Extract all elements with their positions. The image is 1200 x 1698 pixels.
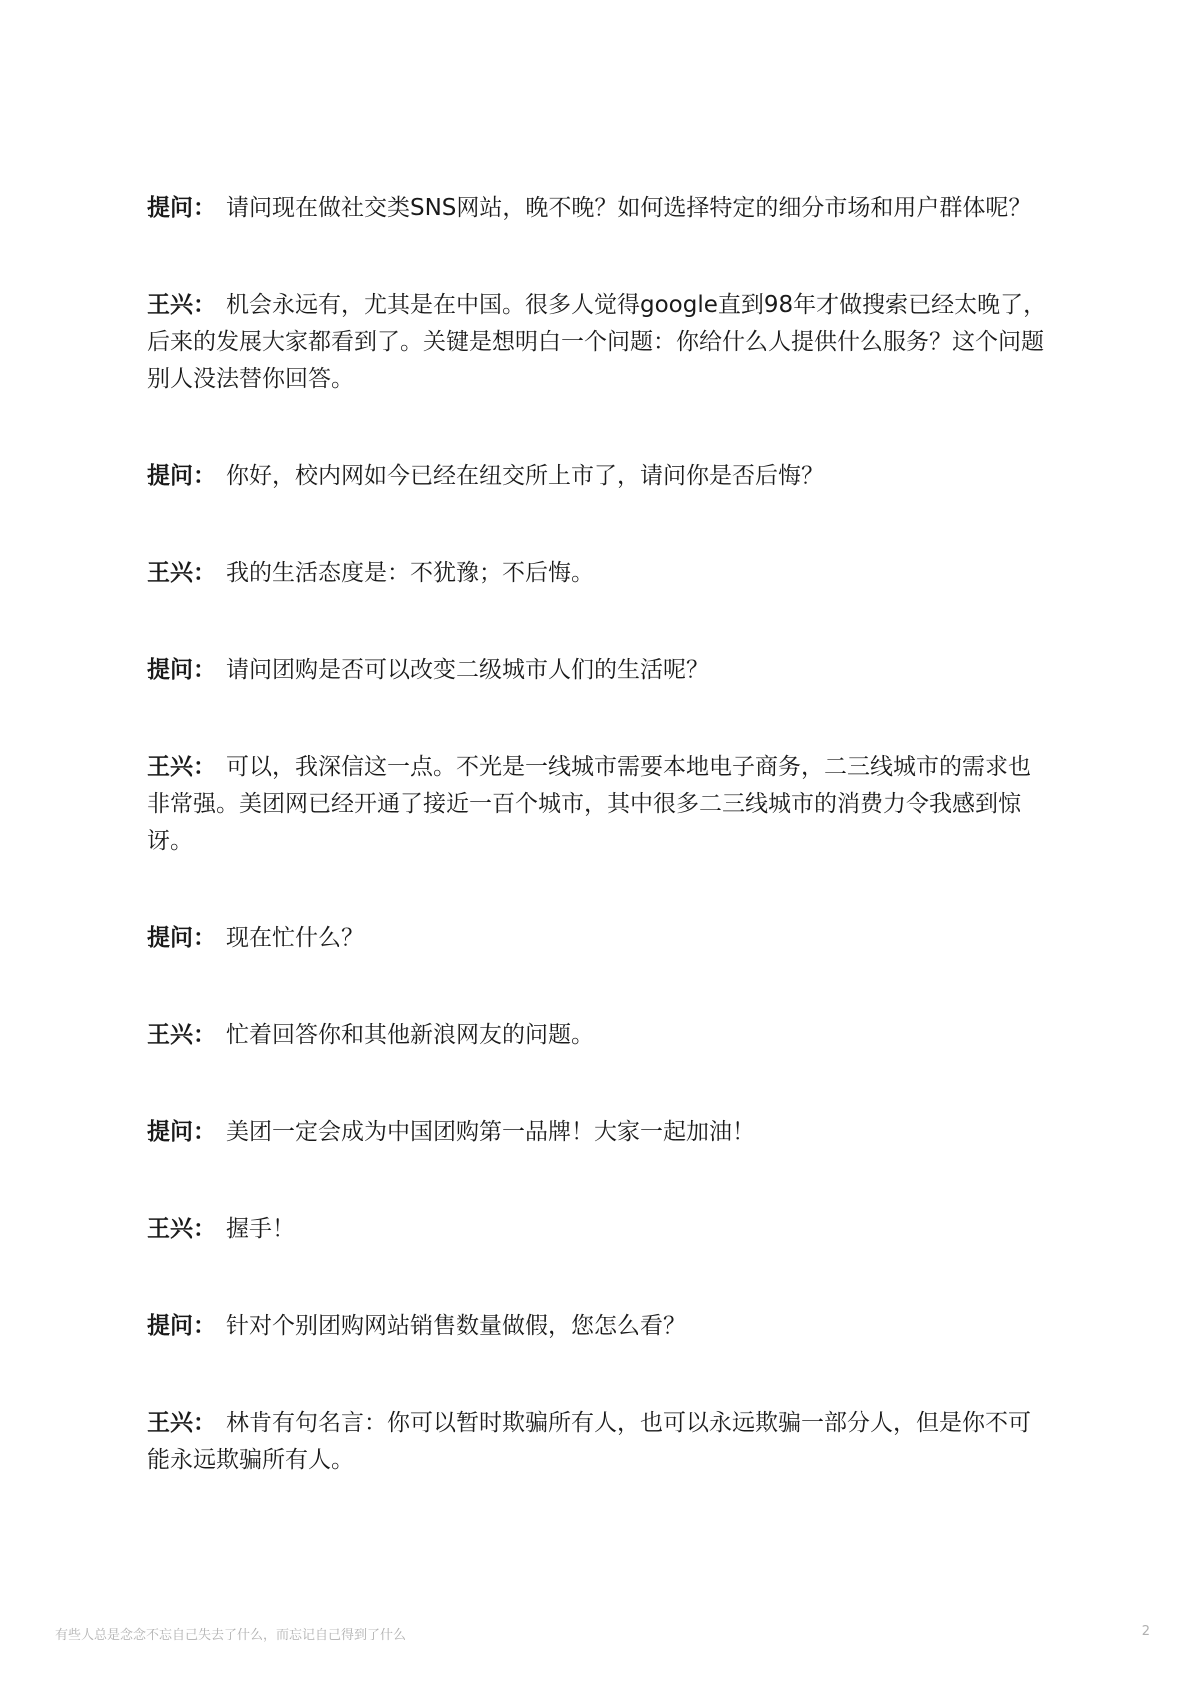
paragraph-text: 你好，校内网如今已经在纽交所上市了，请问你是否后悔？ bbox=[226, 463, 824, 489]
speaker-label: 王兴： bbox=[147, 1410, 216, 1436]
speaker-label: 王兴： bbox=[147, 560, 216, 586]
paragraph-text: 林肯有句名言：你可以暂时欺骗所有人，也可以永远欺骗一部分人，但是你不可能永远欺骗所有人。 bbox=[147, 1410, 1031, 1473]
speaker-label: 王兴： bbox=[147, 1022, 216, 1048]
speaker-label: 提问： bbox=[147, 463, 216, 489]
page-number: 2 bbox=[1141, 1624, 1150, 1639]
qa-paragraph bbox=[147, 1308, 1052, 1345]
paragraph-text: 我的生活态度是：不犹豫；不后悔。 bbox=[226, 560, 594, 586]
paragraph-text: 机会永远有，尤其是在中国。很多人觉得google直到98年才做搜索已经太晚了，后来的发展大家都看到了。关键是想明白一个问题：你给什么人提供什么服务？这个问题别人没法替你回答。 bbox=[147, 292, 1047, 392]
qa-paragraph bbox=[147, 920, 1052, 957]
paragraph-text: 请问团购是否可以改变二级城市人们的生活呢？ bbox=[226, 657, 709, 683]
footer-quote: 有些人总是念念不忘自己失去了什么，而忘记自己得到了什么 bbox=[55, 1628, 407, 1643]
paragraph-text: 美团一定会成为中国团购第一品牌！大家一起加油！ bbox=[226, 1119, 755, 1145]
paragraph-text: 现在忙什么？ bbox=[226, 925, 364, 951]
paragraph-text: 针对个别团购网站销售数量做假，您怎么看？ bbox=[226, 1313, 686, 1339]
speaker-label: 王兴： bbox=[147, 1216, 216, 1242]
qa-paragraph bbox=[147, 555, 1052, 592]
qa-paragraph bbox=[147, 1211, 1052, 1248]
qa-paragraph bbox=[147, 458, 1052, 495]
speaker-label: 王兴： bbox=[147, 754, 216, 780]
paragraph-text: 忙着回答你和其他新浪网友的问题。 bbox=[226, 1022, 594, 1048]
speaker-label: 提问： bbox=[147, 657, 216, 683]
speaker-label: 提问： bbox=[147, 1119, 216, 1145]
qa-paragraph bbox=[147, 749, 1052, 860]
qa-paragraph bbox=[147, 287, 1052, 398]
qa-paragraph bbox=[147, 190, 1052, 227]
interview-content bbox=[147, 190, 1052, 1539]
qa-paragraph bbox=[147, 652, 1052, 689]
speaker-label: 提问： bbox=[147, 925, 216, 951]
speaker-label: 提问： bbox=[147, 1313, 216, 1339]
qa-paragraph bbox=[147, 1405, 1052, 1479]
paragraph-text: 握手！ bbox=[226, 1216, 295, 1242]
paragraph-text: 请问现在做社交类SNS网站，晚不晚？如何选择特定的细分市场和用户群体呢？ bbox=[226, 195, 1032, 221]
qa-paragraph bbox=[147, 1114, 1052, 1151]
speaker-label: 提问： bbox=[147, 195, 216, 221]
qa-paragraph bbox=[147, 1017, 1052, 1054]
speaker-label: 王兴： bbox=[147, 292, 216, 318]
paragraph-text: 可以，我深信这一点。不光是一线城市需要本地电子商务，二三线城市的需求也非常强。美团网已经开通了接近一百个城市，其中很多二三线城市的消费力令我感到惊讶。 bbox=[147, 754, 1031, 854]
